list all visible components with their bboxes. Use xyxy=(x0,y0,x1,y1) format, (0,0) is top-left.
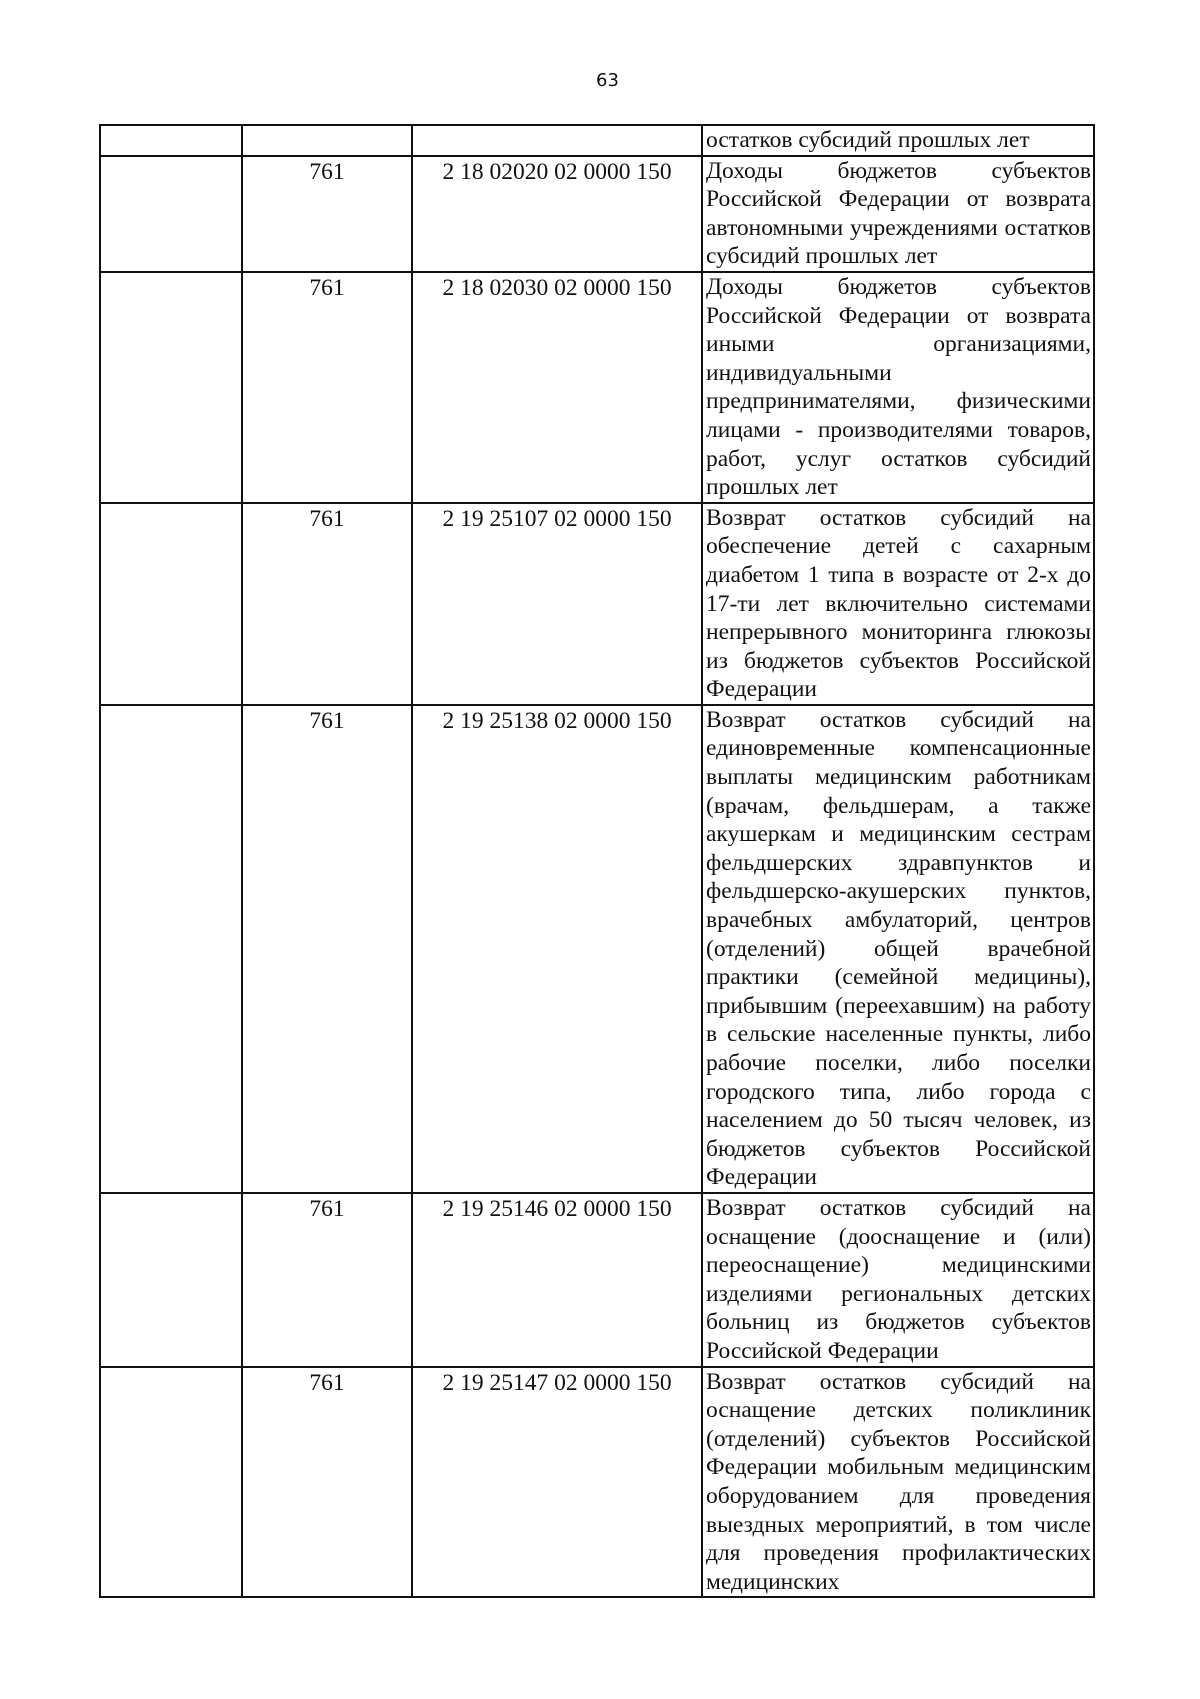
table-cell-admin-code: 761 xyxy=(242,1193,412,1367)
table-cell-admin-code: 761 xyxy=(242,272,412,503)
table-row xyxy=(100,125,1094,156)
table-cell-budget-code: 2 19 25107 02 0000 150 xyxy=(412,503,702,705)
table-cell-budget-code: 2 19 25146 02 0000 150 xyxy=(412,1193,702,1367)
table-cell-admin-code: 761 xyxy=(242,503,412,705)
table-cell-admin-code: 761 xyxy=(242,156,412,272)
table-row xyxy=(100,1193,1094,1367)
description-text: Доходы бюджетов субъектов Российской Федерации от возврата иными организациями, индивидуальными предпринимателями, физическими лицами - производителями товаров, работ, услуг остатков субсидий прошлых лет xyxy=(706,273,1091,501)
description-text: Доходы бюджетов субъектов Российской Федерации от возврата автономными учреждениями остатков субсидий прошлых лет xyxy=(706,157,1091,270)
description-text: остатков субсидий прошлых лет xyxy=(706,127,1030,153)
table-cell-budget-code: 2 19 25147 02 0000 150 xyxy=(412,1367,702,1598)
table-cell-budget-code: 2 18 02020 02 0000 150 xyxy=(412,156,702,272)
table-cell-description xyxy=(702,272,1094,503)
table-cell-admin-code: 761 xyxy=(242,1367,412,1598)
description-text: Возврат остатков субсидий на обеспечение детей с сахарным диабетом 1 типа в возрасте от 2-х до 17-ти лет включительно системами непрерывного мониторинга глюкозы из бюджетов субъектов Российской Федерации xyxy=(706,504,1091,703)
table-cell-description xyxy=(702,705,1094,1193)
table-cell-description xyxy=(702,1367,1094,1598)
table-cell-empty xyxy=(100,503,242,705)
description-text: Возврат остатков субсидий на оснащение детских поликлиник (отделений) субъектов Российской Федерации мобильным медицинским оборудованием для проведения выездных мероприятий, в том числе для проведения профилактических медицинских xyxy=(706,1368,1091,1595)
table-cell-empty xyxy=(100,1193,242,1367)
table-cell-budget-code: 2 19 25138 02 0000 150 xyxy=(412,705,702,1193)
table-cell-description xyxy=(702,156,1094,272)
table-row xyxy=(100,156,1094,272)
table-cell-description xyxy=(702,503,1094,705)
table-cell-empty xyxy=(100,156,242,272)
table-cell-empty xyxy=(100,1367,242,1598)
table-cell-budget-code xyxy=(412,125,702,156)
description-text: Возврат остатков субсидий на единовременные компенсационные выплаты медицинским работникам (врачам, фельдшерам, а также акушеркам и медицинским сестрам фельдшерских здравпунктов и фельдшерско-акушерских пунктов, врачебных амбулаторий, центров (отделений) общей врачебной практики (семейной медицины), прибывшим (переехавшим) на работу в сельские населенные пункты, либо рабочие поселки, либо поселки городского типа, либо города с населением до 50 тысяч человек, из бюджетов субъектов Российской Федерации xyxy=(706,706,1091,1191)
description-text: Возврат остатков субсидий на оснащение (дооснащение и (или) переоснащение) медицинскими изделиями региональных детских больниц из бюджетов субъектов Российской Федерации xyxy=(706,1194,1091,1364)
table-cell-empty xyxy=(100,272,242,503)
table-cell-description xyxy=(702,125,1094,156)
page-number: 63 xyxy=(596,70,619,91)
table-row xyxy=(100,503,1094,705)
table-cell-empty xyxy=(100,705,242,1193)
table-row xyxy=(100,1367,1094,1598)
table-row xyxy=(100,272,1094,503)
table-cell-admin-code: 761 xyxy=(242,705,412,1193)
table-cell-budget-code: 2 18 02030 02 0000 150 xyxy=(412,272,702,503)
table-row xyxy=(100,705,1094,1193)
table-cell-admin-code xyxy=(242,125,412,156)
table-cell-empty xyxy=(100,125,242,156)
table-cell-description xyxy=(702,1193,1094,1367)
budget-codes-table xyxy=(99,124,1095,1598)
